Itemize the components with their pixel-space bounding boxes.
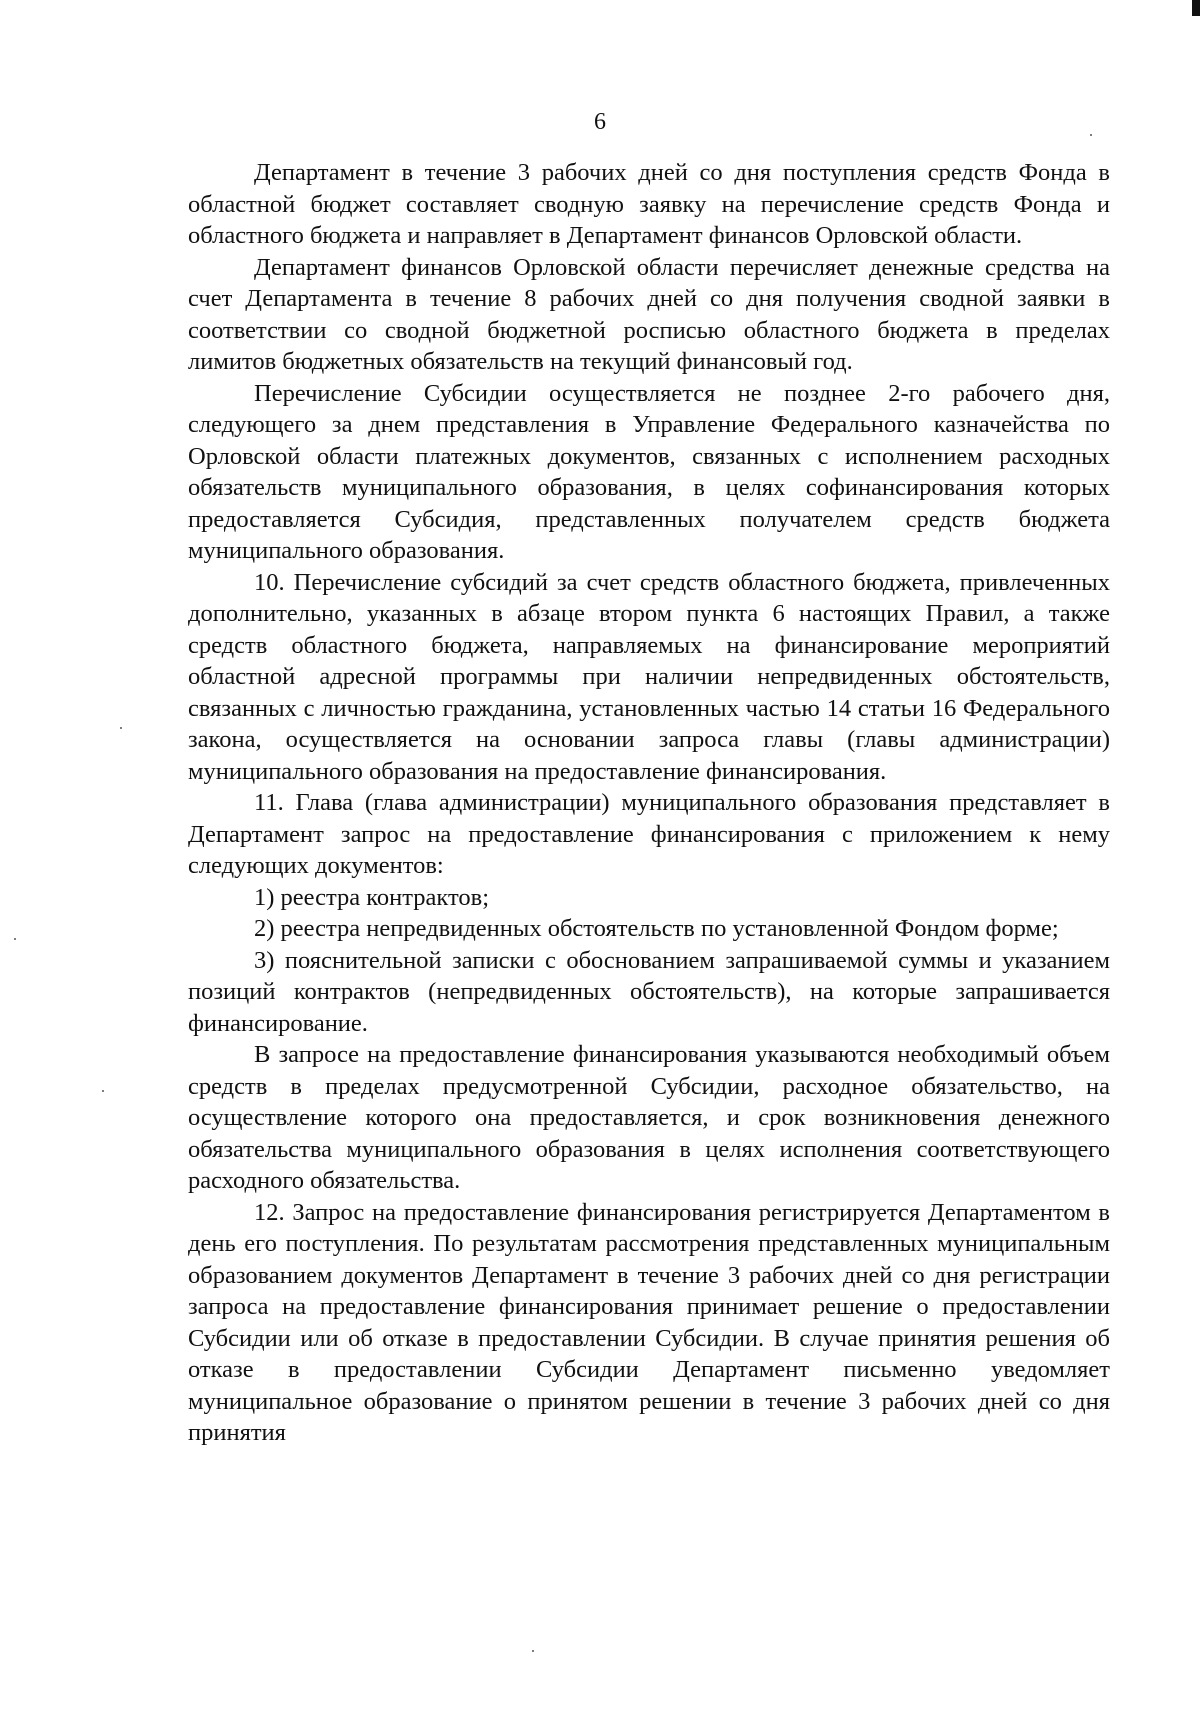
list-item-contracts-register: 1) реестра контрактов; [254, 883, 490, 911]
paragraph-item-12: 12. Запрос на предоставление финансирования регистрируется Департаментом в день его поступления. По результатам рассмотрения представленных муниципальным образованием документов Департамент в течение 3 рабочих дней со дня регистрации запроса на предоставление финансирования принимает решение о предоставлении Субсидии или об отказе в предоставлении Субсидии. В случае принятия решения об отказе в предоставлении Субсидии Департамент письменно уведомляет муниципальное образование о принятом решении в течение 3 рабочих дней со дня принятия [188, 1198, 1110, 1446]
paragraph-finance-transfer: Департамент финансов Орловской области перечисляет денежные средства на счет Департамента в течение 8 рабочих дней со дня получения сводной заявки в соответствии со сводной бюджетной росписью областного бюджета в пределах лимитов бюджетных обязательств на текущий финансовый год. [188, 253, 1110, 375]
document-body [188, 157, 1110, 1449]
scan-speck [532, 1650, 534, 1652]
paragraph-request-contents: В запросе на предоставление финансирования указываются необходимый объем средств в пределах предусмотренной Субсидии, расходное обязательство, на осуществление которого она предоставляется, и срок возникновения денежного обязательства муниципального образования в целях исполнения соответствующего расходного обязательства. [188, 1041, 1110, 1194]
scan-speck [1090, 134, 1092, 136]
scan-speck [120, 727, 122, 729]
scan-speck [102, 1090, 104, 1092]
list-item-circumstances-register: 2) реестра непредвиденных обстоятельств по установленной Фондом форме; [254, 915, 1059, 942]
paragraph-department-request: Департамент в течение 3 рабочих дней со дня поступления средств Фонда в областной бюджет составляет сводную заявку на перечисление средств Фонда и областного бюджета и направляет в Департамент финансов Орловской области. [188, 159, 1110, 249]
list-item-explanatory-note: 3) пояснительной записки с обоснованием запрашиваемой суммы и указанием позиций контрактов (непредвиденных обстоятельств), на которые запрашивается финансирование. [188, 946, 1110, 1037]
page-number: 6 [594, 109, 606, 135]
scan-corner-mark [1192, 0, 1200, 16]
paragraph-item-11: 11. Глава (глава администрации) муниципального образования представляет в Департамент запрос на предоставление финансирования с приложением к нему следующих документов: [188, 789, 1110, 879]
paragraph-subsidy-transfer: Перечисление Субсидии осуществляется не позднее 2-го рабочего дня, следующего за днем представления в Управление Федерального казначейства по Орловской области платежных документов, связанных с исполнением расходных обязательств муниципального образования, в целях софинансирования которых предоставляется Субсидия, представленных получателем средств бюджета муниципального образования. [188, 379, 1110, 564]
scan-speck [14, 938, 16, 940]
paragraph-item-10: 10. Перечисление субсидий за счет средств областного бюджета, привлеченных дополнительно, указанных в абзаце втором пункта 6 настоящих Правил, а также средств областного бюджета, направляемых на финансирование мероприятий областной адресной программы при наличии непредвиденных обстоятельств, связанных с личностью гражданина, установленных частью 14 статьи 16 Федерального закона, осуществляется на основании запроса главы (главы администрации) муниципального образования на предоставление финансирования. [188, 568, 1110, 785]
